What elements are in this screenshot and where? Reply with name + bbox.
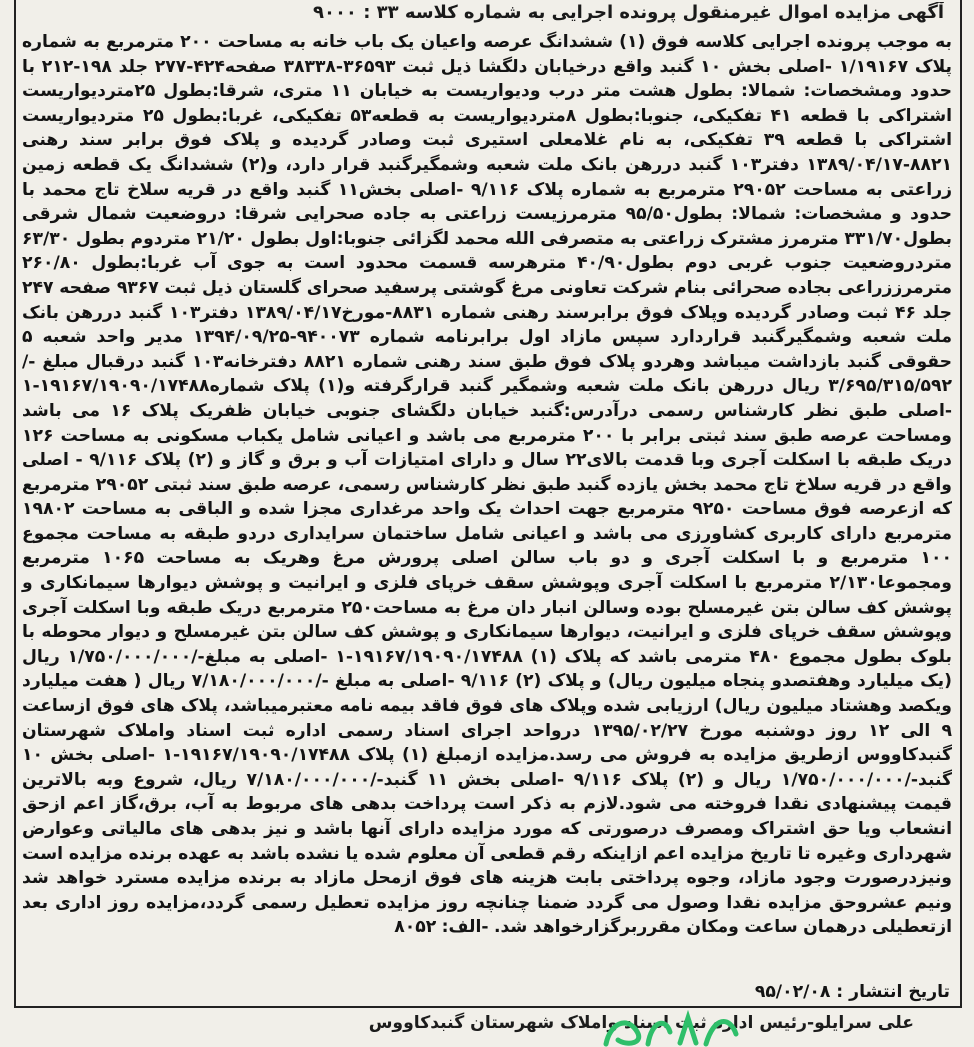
signature-line: علی سرایلو-رئیس اداره ثبت اسناد واملاک شهرستان گنبدکاووس (368, 1013, 914, 1033)
publication-date: تاریخ انتشار : ۹۵/۰۲/۰۸ (754, 982, 950, 1002)
notice-body: به موجب پرونده اجرایی کلاسه فوق (۱) ششدانگ عرصه واعیان یک باب خانه به مساحت ۲۰۰ مترمربع به شماره پلاک ۱/۱۹۱۶۷ -اصلی بخش ۱۰ گنبد واقع درخیابان دلگشا ذیل ثبت ۳۶۵۹۳-۳۸۳۳۸ صفحه۴۲۴-۲۷۷ جلد ۱۹۸-۲۱۲ با حدود ومشخصات: شمالا: بطول هشت متر درب ودیواریست به خیابان ۱۱ متری، شرقا:بطول ۲۵متردیواریست اشتراکی با قطعه ۴۱ تفکیکی، جنوبا:بطول ۸متردیواریست به قطعه۵۳ تفکیکی، غربا:بطول ۲۵ متردیواریست اشتراکی با قطعه ۳۹ تفکیکی، به نام غلامعلی استیری ثبت وصادر گردیده و پلاک فوق برابر سند رهنی ۸۸۲۱-۱۳۸۹/۰۴/۱۷ دفتر۱۰۳ گنبد دررهن بانک ملت شعبه وشمگیرگنبد قرار دارد، و(۲) ششدانگ یک قطعه زمین زراعتی به مساحت ۲۹۰۵۲ مترمربع به شماره پلاک ۹/۱۱۶ -اصلی بخش۱۱ گنبد واقع در قریه سلاخ تاج محمد با حدود و مشخصات: شمالا: بطول۹۵/۵۰ مترمرزیست زراعتی به جاده صحرایی شرقا: دروضعیت شمال شرقی بطول۳۳۱/۷۰ مترمرز مشترک زراعتی به متصرفی الله محمد لگزائی جنوبا:اول بطول ۲۱/۲۰ متردوم بطول ۶۳/۳۰ متردروضعیت جنوب غربی دوم بطول۴۰/۹۰ مترهرسه قسمت محدود است به جوی آب غربا:بطول ۲۶۰/۸۰ مترمرززراعی بجاده صحرائی بنام شرکت تعاونی مرغ گوشتی پرسفید صحرای گلستان ذیل ثبت ۹۳۶۷ صفحه ۲۴۷ جلد ۴۶ ثبت وصادر گردیده وپلاک فوق برابرسند رهنی شماره ۸۸۳۱-مورخ۱۳۸۹/۰۴/۱۷ دفتر۱۰۳ گنبد دررهن بانک ملت شعبه وشمگیرگنبد قراردارد سپس مازاد اول برابرنامه شماره ۹۴۰۰۷۳-۱۳۹۴/۰۹/۲۵ مدیر واحد شعبه ۵ حقوقی گنبد بازداشت میباشد وهردو پلاک فوق طبق سند رهنی شماره ۸۸۲۱ دفترخانه۱۰۳ گنبد درقبال مبلغ -/۳/۶۹۵/۳۱۵/۵۹۲ ریال دررهن بانک ملت شعبه وشمگیر گنبد قرارگرفته و(۱) پلاک شماره۱۹۱۶۷/۱۹۰۹۰/۱۷۴۸۸-۱ -اصلی طبق نظر کارشناس رسمی درآدرس:گنبد خیابان دلگشای جنوبی خیابان ظفریک پلاک ۱۶ می باشد ومساحت عرصه طبق سند ثبتی برابر با ۲۰۰ مترمربع می باشد و اعیانی شامل یکباب مسکونی به مساحت ۱۲۶ دریک طبقه با اسکلت آجری وبا قدمت بالای۲۲ سال و دارای امتیازات آب و برق و گاز و (۲) پلاک ۹/۱۱۶ - اصلی واقع در قریه سلاخ تاج محمد بخش یازده گنبد طبق نظر کارشناس رسمی، عرصه طبق سند ثبتی ۲۹۰۵۲ مترمربع که ازعرصه فوق مساحت ۹۲۵۰ مترمربع جهت احداث یک واحد مرغداری مجزا شده و الباقی به مساحت ۱۹۸۰۲ مترمربع دارای کاربری کشاورزی می باشد و اعیانی شامل ساختمان سرایداری دردو طبقه به مساحت مجموع ۱۰۰ مترمربع و با اسکلت آجری و دو باب سالن اصلی پرورش مرغ وهریک به مساحت ۱۰۶۵ مترمربع ومجموعا۲/۱۳۰ مترمربع با اسکلت آجری وپوشش سقف خرپای فلزی و ایرانیت و پوشش دیوارها سیمانکاری و پوشش کف سالن بتن غیرمسلح بوده وسالن انبار دان مرغ به مساحت۲۵۰ مترمربع دریک طبقه وبا اسکلت آجری وپوشش سقف خرپای فلزی و ایرانیت، دیوارها سیمانکاری و پوشش کف سالن بتن غیرمسلح و دیوار محوطه با بلوک بطول مجموع ۴۸۰ مترمی باشد که پلاک (۱) ۱۹۱۶۷/۱۹۰۹۰/۱۷۴۸۸-۱ -اصلی به مبلغ-/۱/۷۵۰/۰۰۰/۰۰۰ ریال (یک میلیارد وهفتصدو پنجاه میلیون ریال) و پلاک (۲) ۹/۱۱۶ -اصلی به مبلغ -/۷/۱۸۰/۰۰۰/۰۰۰ ریال ( هفت میلیارد ویکصد وهشتاد میلیون ریال) ارزیابی شده وپلاک های فوق فاقد بیمه نامه معتبرمیباشد، پلاک های فوق ازساعت ۹ الی ۱۲ روز دوشنبه مورخ ۱۳۹۵/۰۲/۲۷ درواحد اجرای اسناد رسمی اداره ثبت اسناد واملاک شهرستان گنبدکاووس ازطریق مزایده به فروش می رسد.مزایده ازمبلغ (۱) پلاک ۱۹۱۶۷/۱۹۰۹۰/۱۷۴۸۸-۱ -اصلی بخش ۱۰ گنبد-/۱/۷۵۰/۰۰۰/۰۰۰ ریال و (۲) پلاک ۹/۱۱۶ -اصلی بخش ۱۱ گنبد-/۷/۱۸۰/۰۰۰/۰۰۰ ریال، شروع وبه بالاترین قیمت پیشنهادی نقدا فروخته می شود.لازم به ذکر است پرداخت بدهی های مربوط به آب، برق،گاز اعم ازحق انشعاب ویا حق اشتراک ومصرف درصورتی که مورد مزایده دارای آنها باشد و نیز بدهی های مالیاتی وعوارض شهرداری وغیره تا تاریخ مزایده اعم ازاینکه رقم قطعی آن معلوم شده یا نشده باشد به عهده برنده مزایده است ونیزدرصورت وجود مازاد، وجوه پرداختی بابت هزینه های فوق ازمحل مازاد به برنده مزایده مسترد خواهد شد ونیم عشروحق مزایده نقدا وصول می گردد ضمنا چنانچه روز مزایده تعطیل رسمی گردد،مزایده روز اداری بعد ازتعطیلی درهمان ساعت ومکان مقرربرگزارخواهد شد. -الف: ۸۰۵۲ (22, 32, 953, 938)
green-handwritten-stamp-icon (596, 1010, 746, 1047)
notice-title: آگهی مزایده اموال غیرمنقول پرونده اجرایی به شماره کلاسه ۳۳ : ۹۰۰۰ (312, 2, 944, 23)
